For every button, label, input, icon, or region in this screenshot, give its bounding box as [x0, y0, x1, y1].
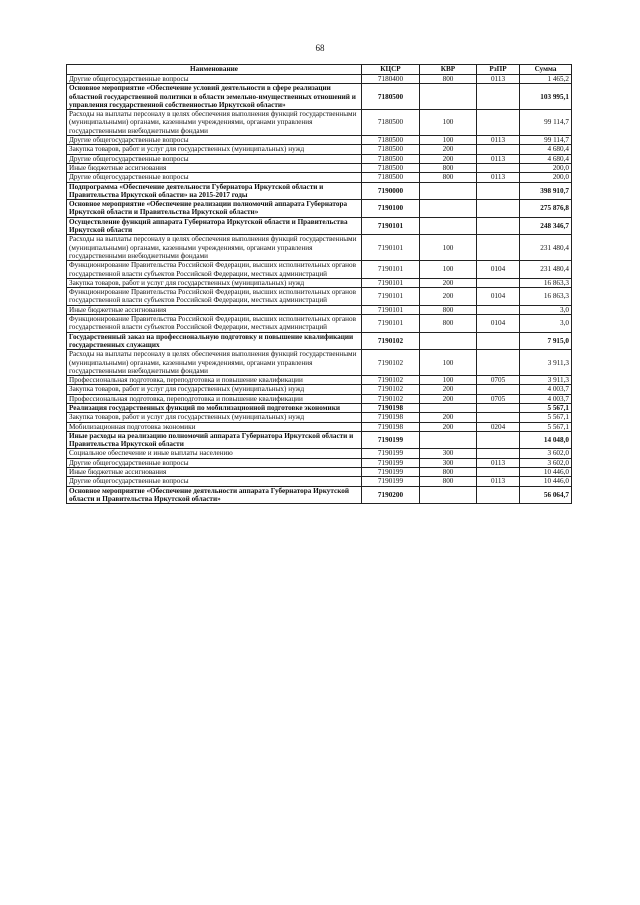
cell-rzpr: 0204 — [477, 422, 520, 431]
cell-name: Расходы на выплаты персоналу в целях обеспечения выполнения функций государственными (муниципальными) органами, казенными учреждениями, органами управления государственными внебюджетными фондами — [67, 110, 362, 136]
table-row — [67, 394, 572, 403]
cell-name: Закупка товаров, работ и услуг для государственных (муниципальных) нужд — [67, 278, 362, 287]
table-row — [67, 278, 572, 287]
cell-name: Закупка товаров, работ и услуг для государственных (муниципальных) нужд — [67, 145, 362, 154]
cell-rzpr: 0113 — [477, 154, 520, 163]
cell-kvr — [420, 486, 477, 504]
table-row — [67, 376, 572, 385]
cell-name: Подпрограмма «Обеспечение деятельности Губернатора Иркутской области и Правительства Иркутской области» на 2015-2017 годы — [67, 182, 362, 200]
cell-rzpr — [477, 468, 520, 477]
cell-rzpr: 0104 — [477, 288, 520, 306]
cell-name: Расходы на выплаты персоналу в целях обеспечения выполнения функций государственными (муниципальными) органами, казенными учреждениями, органами управления государственными внебюджетными фондами — [67, 235, 362, 261]
cell-name: Другие общегосударственные вопросы — [67, 75, 362, 84]
cell-kvr — [420, 403, 477, 412]
cell-sum: 4 003,7 — [520, 394, 572, 403]
cell-rzpr: 0705 — [477, 394, 520, 403]
cell-sum: 3 911,3 — [520, 350, 572, 376]
cell-kvr: 100 — [420, 261, 477, 279]
cell-sum: 5 567,1 — [520, 422, 572, 431]
cell-kvr: 300 — [420, 458, 477, 467]
cell-sum: 99 114,7 — [520, 110, 572, 136]
cell-name: Мобилизационная подготовка экономики — [67, 422, 362, 431]
cell-rzpr — [477, 413, 520, 422]
cell-name: Основное мероприятие «Обеспечение условий деятельности в сфере реализации областной государственной политики в области земельно-имущественных отношений и управления государственной собственностью Иркутской области» — [67, 84, 362, 110]
cell-kcsr: 7190199 — [362, 431, 420, 449]
table-row — [67, 200, 572, 218]
table-header-row — [67, 65, 572, 75]
cell-kcsr: 7190198 — [362, 413, 420, 422]
cell-kvr — [420, 200, 477, 218]
cell-kcsr: 7180500 — [362, 163, 420, 172]
cell-sum: 200,0 — [520, 163, 572, 172]
cell-name: Основное мероприятие «Обеспечение деятельности аппарата Губернатора Иркутской области и Правительства Иркутской области» — [67, 486, 362, 504]
table-row — [67, 145, 572, 154]
cell-rzpr — [477, 110, 520, 136]
cell-kcsr: 7190199 — [362, 458, 420, 467]
cell-rzpr: 0113 — [477, 75, 520, 84]
cell-sum: 103 995,1 — [520, 84, 572, 110]
cell-rzpr — [477, 217, 520, 235]
cell-rzpr: 0104 — [477, 315, 520, 333]
cell-kvr — [420, 84, 477, 110]
cell-kcsr: 7180500 — [362, 110, 420, 136]
table-row — [67, 431, 572, 449]
cell-sum: 3,0 — [520, 315, 572, 333]
cell-name: Профессиональная подготовка, переподготовка и повышение квалификации — [67, 394, 362, 403]
table-row — [67, 75, 572, 84]
cell-sum: 5 567,1 — [520, 413, 572, 422]
table-row — [67, 449, 572, 458]
cell-kcsr: 7180500 — [362, 84, 420, 110]
cell-kcsr: 7190198 — [362, 403, 420, 412]
cell-rzpr — [477, 84, 520, 110]
cell-kvr — [420, 431, 477, 449]
cell-kvr: 800 — [420, 477, 477, 486]
cell-rzpr: 0705 — [477, 376, 520, 385]
cell-sum: 3 602,0 — [520, 449, 572, 458]
cell-kcsr: 7190199 — [362, 477, 420, 486]
cell-name: Социальное обеспечение и иные выплаты населению — [67, 449, 362, 458]
cell-name: Другие общегосударственные вопросы — [67, 154, 362, 163]
table-body — [67, 75, 572, 504]
table-row — [67, 84, 572, 110]
cell-sum: 10 446,0 — [520, 477, 572, 486]
cell-kvr: 200 — [420, 288, 477, 306]
table-row — [67, 182, 572, 200]
cell-rzpr — [477, 305, 520, 314]
cell-kcsr: 7190102 — [362, 332, 420, 350]
cell-kcsr: 7180400 — [362, 75, 420, 84]
cell-rzpr — [477, 385, 520, 394]
cell-sum: 16 863,3 — [520, 288, 572, 306]
cell-kcsr: 7180500 — [362, 145, 420, 154]
cell-kvr: 800 — [420, 468, 477, 477]
table-row — [67, 403, 572, 412]
cell-sum: 14 048,0 — [520, 431, 572, 449]
cell-sum: 3 911,3 — [520, 376, 572, 385]
cell-name: Иные бюджетные ассигнования — [67, 305, 362, 314]
cell-name: Другие общегосударственные вопросы — [67, 458, 362, 467]
cell-rzpr — [477, 145, 520, 154]
table-row — [67, 110, 572, 136]
cell-name: Другие общегосударственные вопросы — [67, 173, 362, 182]
cell-name: Закупка товаров, работ и услуг для государственных (муниципальных) нужд — [67, 413, 362, 422]
cell-kcsr: 7180500 — [362, 136, 420, 145]
cell-name: Иные бюджетные ассигнования — [67, 468, 362, 477]
cell-kcsr: 7190000 — [362, 182, 420, 200]
cell-kvr: 200 — [420, 413, 477, 422]
cell-kvr — [420, 217, 477, 235]
cell-name: Расходы на выплаты персоналу в целях обеспечения выполнения функций государственными (муниципальными) органами, казенными учреждениями, органами управления государственными внебюджетными фондами — [67, 350, 362, 376]
cell-kcsr: 7190100 — [362, 200, 420, 218]
cell-rzpr: 0113 — [477, 477, 520, 486]
cell-name: Функционирование Правительства Российской Федерации, высших исполнительных органов государственной власти субъектов Российской Федерации, местных администраций — [67, 315, 362, 333]
cell-name: Профессиональная подготовка, переподготовка и повышение квалификации — [67, 376, 362, 385]
cell-kcsr: 7190198 — [362, 422, 420, 431]
cell-sum: 275 876,8 — [520, 200, 572, 218]
cell-kcsr: 7190101 — [362, 305, 420, 314]
cell-kvr: 100 — [420, 136, 477, 145]
cell-rzpr — [477, 200, 520, 218]
cell-kcsr: 7190102 — [362, 350, 420, 376]
table-row — [67, 173, 572, 182]
table-row — [67, 163, 572, 172]
cell-sum: 5 567,1 — [520, 403, 572, 412]
table-row — [67, 468, 572, 477]
header-rzpr: РзПР — [477, 65, 520, 75]
cell-sum: 1 465,2 — [520, 75, 572, 84]
table-row — [67, 154, 572, 163]
cell-rzpr — [477, 350, 520, 376]
cell-kvr: 100 — [420, 235, 477, 261]
header-kcsr: КЦСР — [362, 65, 420, 75]
cell-kcsr: 7190101 — [362, 217, 420, 235]
cell-name: Функционирование Правительства Российской Федерации, высших исполнительных органов государственной власти субъектов Российской Федерации, местных администраций — [67, 261, 362, 279]
cell-kcsr: 7190102 — [362, 385, 420, 394]
table-row — [67, 217, 572, 235]
cell-sum: 10 446,0 — [520, 468, 572, 477]
cell-sum: 3,0 — [520, 305, 572, 314]
cell-rzpr — [477, 431, 520, 449]
header-kvr: КВР — [420, 65, 477, 75]
cell-rzpr — [477, 163, 520, 172]
cell-kcsr: 7190101 — [362, 235, 420, 261]
cell-kcsr: 7190101 — [362, 261, 420, 279]
cell-name: Реализация государственных функций по мобилизационной подготовке экономики — [67, 403, 362, 412]
cell-kvr: 200 — [420, 394, 477, 403]
cell-kcsr: 7190200 — [362, 486, 420, 504]
cell-sum: 3 602,0 — [520, 458, 572, 467]
cell-kcsr: 7190102 — [362, 394, 420, 403]
cell-sum: 4 680,4 — [520, 154, 572, 163]
cell-rzpr — [477, 403, 520, 412]
cell-rzpr: 0113 — [477, 136, 520, 145]
cell-rzpr — [477, 332, 520, 350]
cell-rzpr — [477, 182, 520, 200]
cell-name: Иные бюджетные ассигнования — [67, 163, 362, 172]
cell-sum: 200,0 — [520, 173, 572, 182]
cell-sum: 248 346,7 — [520, 217, 572, 235]
cell-kvr: 200 — [420, 422, 477, 431]
cell-kcsr: 7190101 — [362, 278, 420, 287]
cell-sum: 7 915,0 — [520, 332, 572, 350]
cell-kvr: 800 — [420, 315, 477, 333]
table-row — [67, 235, 572, 261]
cell-kvr — [420, 332, 477, 350]
cell-kvr — [420, 182, 477, 200]
cell-kcsr: 7180500 — [362, 173, 420, 182]
cell-kcsr: 7190102 — [362, 376, 420, 385]
header-sum: Сумма — [520, 65, 572, 75]
cell-name: Другие общегосударственные вопросы — [67, 136, 362, 145]
cell-kcsr: 7190101 — [362, 315, 420, 333]
cell-sum: 56 064,7 — [520, 486, 572, 504]
table-row — [67, 385, 572, 394]
cell-sum: 398 910,7 — [520, 182, 572, 200]
table-row — [67, 486, 572, 504]
cell-sum: 4 680,4 — [520, 145, 572, 154]
cell-name: Иные расходы на реализацию полномочий аппарата Губернатора Иркутской области и Правительства Иркутской области — [67, 431, 362, 449]
cell-kvr: 800 — [420, 163, 477, 172]
table-row — [67, 332, 572, 350]
cell-rzpr: 0113 — [477, 173, 520, 182]
cell-kcsr: 7190101 — [362, 288, 420, 306]
cell-name: Государственный заказ на профессиональную подготовку и повышение квалификации государственных служащих — [67, 332, 362, 350]
table-row — [67, 350, 572, 376]
cell-kvr: 200 — [420, 145, 477, 154]
cell-kcsr: 7180500 — [362, 154, 420, 163]
cell-kvr: 100 — [420, 110, 477, 136]
cell-name: Функционирование Правительства Российской Федерации, высших исполнительных органов государственной власти субъектов Российской Федерации, местных администраций — [67, 288, 362, 306]
page-number: 68 — [315, 43, 325, 53]
cell-sum: 231 480,4 — [520, 235, 572, 261]
cell-kvr: 800 — [420, 173, 477, 182]
cell-name: Основное мероприятие «Обеспечение реализации полномочий аппарата Губернатора Иркутской области и Правительства Иркутской области» — [67, 200, 362, 218]
cell-kvr: 800 — [420, 75, 477, 84]
table-row — [67, 413, 572, 422]
budget-table — [66, 64, 572, 504]
table-row — [67, 477, 572, 486]
cell-name: Закупка товаров, работ и услуг для государственных (муниципальных) нужд — [67, 385, 362, 394]
cell-rzpr — [477, 278, 520, 287]
cell-rzpr: 0104 — [477, 261, 520, 279]
cell-rzpr — [477, 486, 520, 504]
cell-kvr: 200 — [420, 278, 477, 287]
cell-rzpr — [477, 449, 520, 458]
cell-kvr: 200 — [420, 385, 477, 394]
table-row — [67, 136, 572, 145]
cell-sum: 99 114,7 — [520, 136, 572, 145]
cell-kcsr: 7190199 — [362, 449, 420, 458]
cell-sum: 231 480,4 — [520, 261, 572, 279]
header-name: Наименование — [67, 65, 362, 75]
table-row — [67, 305, 572, 314]
cell-name: Осуществление функций аппарата Губернатора Иркутской области и Правительства Иркутской области — [67, 217, 362, 235]
cell-kvr: 100 — [420, 350, 477, 376]
cell-name: Другие общегосударственные вопросы — [67, 477, 362, 486]
cell-rzpr: 0113 — [477, 458, 520, 467]
cell-kvr: 300 — [420, 449, 477, 458]
table-row — [67, 288, 572, 306]
cell-rzpr — [477, 235, 520, 261]
cell-kvr: 100 — [420, 376, 477, 385]
cell-sum: 4 003,7 — [520, 385, 572, 394]
cell-sum: 16 863,3 — [520, 278, 572, 287]
cell-kvr: 200 — [420, 154, 477, 163]
cell-kcsr: 7190199 — [362, 468, 420, 477]
cell-kvr: 800 — [420, 305, 477, 314]
table-row — [67, 261, 572, 279]
table-row — [67, 315, 572, 333]
table-row — [67, 458, 572, 467]
table-row — [67, 422, 572, 431]
